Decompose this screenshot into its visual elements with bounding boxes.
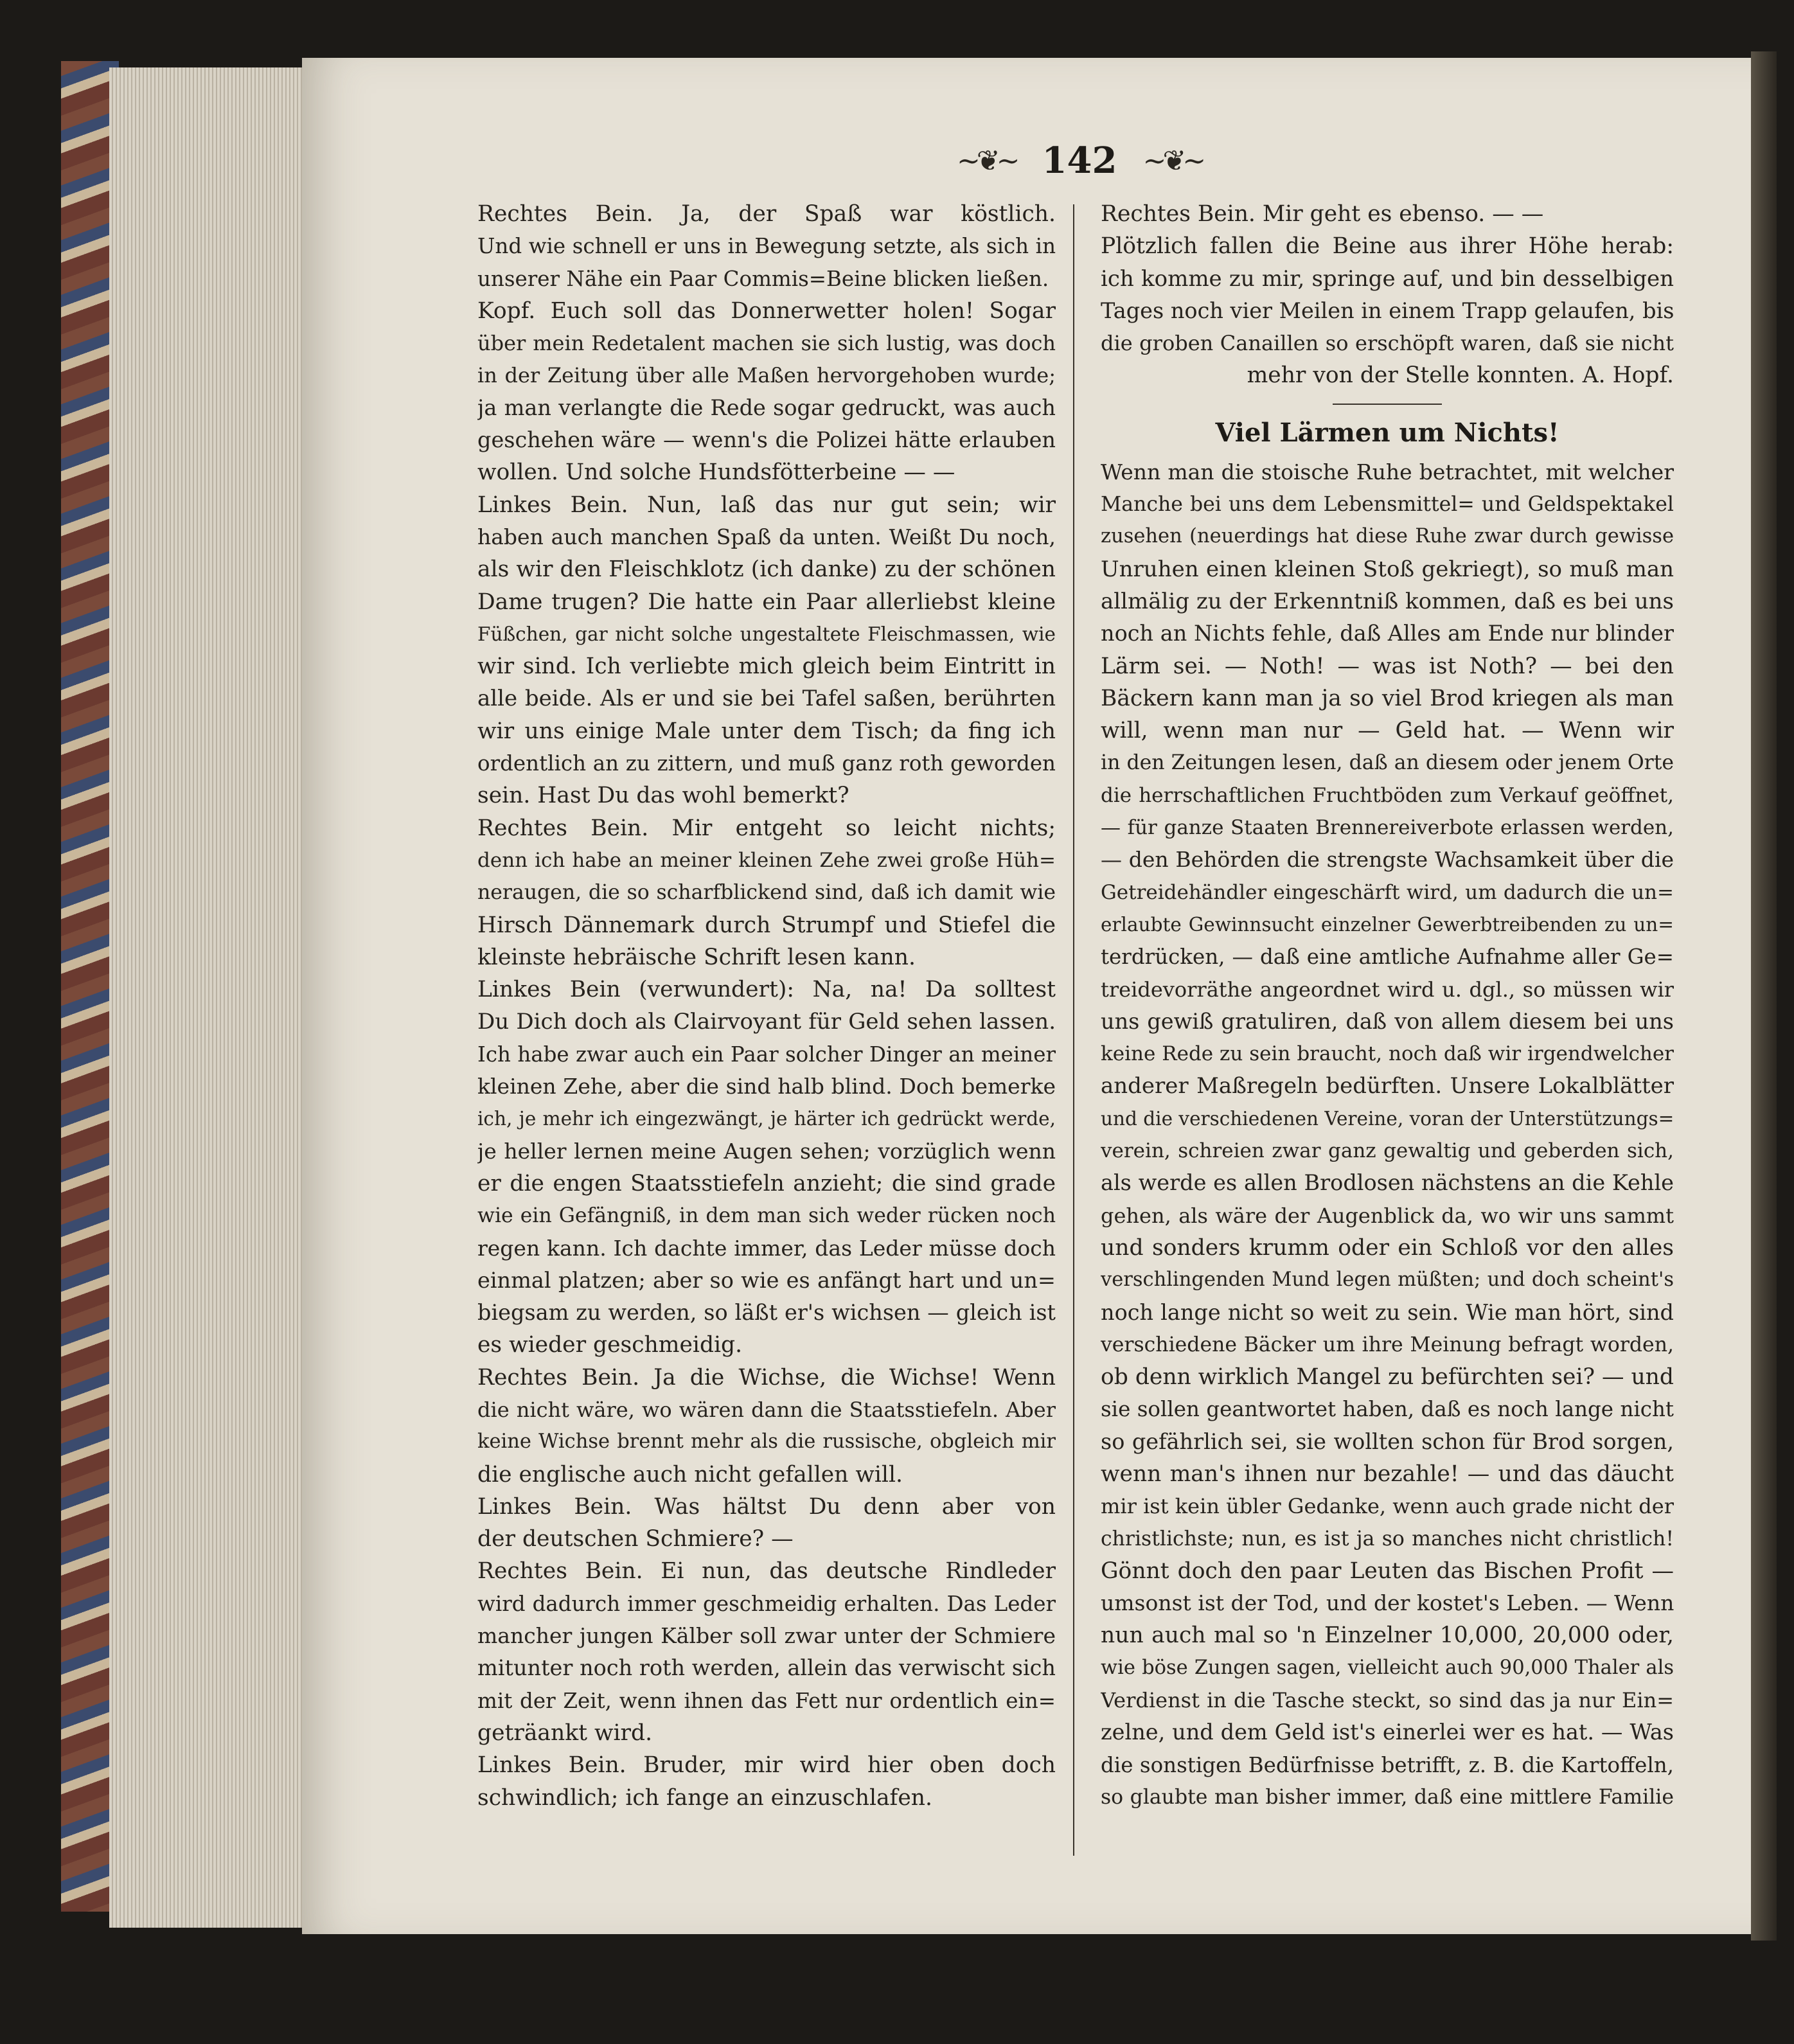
text-line: Lärm sei. — Noth! — was ist Noth? — bei den bbox=[1101, 653, 1674, 679]
text-line: nun auch mal so 'n Einzelner 10,000, 20,000 oder, bbox=[1101, 1622, 1674, 1649]
text-line: die groben Canaillen so erschöpft waren, daß sie nicht bbox=[1101, 331, 1674, 356]
text-line: christlichste; nun, es ist ja so manches nicht christlich! bbox=[1101, 1527, 1674, 1551]
text-line: kleinen Zehe, aber die sind halb blind. Doch bemerke bbox=[477, 1074, 1056, 1099]
text-line: je heller lernen meine Augen sehen; vorzüglich wenn bbox=[477, 1138, 1056, 1164]
text-line: Ich habe zwar auch ein Paar solcher Dinger an meiner bbox=[477, 1042, 1056, 1067]
text-line: Kopf. Euch soll das Donnerwetter holen! Sogar bbox=[477, 298, 1056, 324]
text-line: ob denn wirklich Mangel zu befürchten sei? — und bbox=[1101, 1364, 1674, 1391]
page-stack-edge bbox=[109, 67, 310, 1928]
text-line: Tages noch vier Meilen in einem Trapp gelaufen, bis bbox=[1101, 298, 1674, 323]
text-line: ordentlich an zu zittern, und muß ganz roth geworden bbox=[477, 751, 1056, 776]
text-line: Rechtes Bein. Mir geht es ebenso. — — bbox=[1101, 201, 1544, 227]
text-line: erlaubte Gewinnsucht einzelner Gewerbtreibenden zu un= bbox=[1101, 913, 1674, 936]
text-line: Bäckern kann man ja so viel Brod kriegen als man bbox=[1101, 685, 1674, 711]
text-line: mancher jungen Kälber soll zwar unter der Schmiere bbox=[477, 1623, 1056, 1649]
text-line: — den Behörden die strengste Wachsamkeit über die bbox=[1101, 847, 1674, 873]
ornament-left-icon: ~❦~ bbox=[956, 144, 1017, 177]
text-line: kleinste hebräische Schrift lesen kann. bbox=[477, 944, 916, 970]
text-line: er die engen Staatsstiefeln anzieht; die sind grade bbox=[477, 1170, 1056, 1196]
text-line: alle beide. Als er und sie bei Tafel saßen, berührten bbox=[477, 686, 1056, 712]
text-line: geträankt wird. bbox=[477, 1720, 653, 1746]
text-line: Hirsch Dännemark durch Strumpf und Stiefel die bbox=[477, 912, 1056, 938]
text-line: keine Rede zu sein braucht, noch daß wir irgendwelcher bbox=[1101, 1042, 1674, 1066]
text-line: schwindlich; ich fange an einzuschlafen. bbox=[477, 1784, 932, 1811]
text-line: es wieder geschmeidig. bbox=[477, 1332, 743, 1358]
text-line: sie sollen geantwortet haben, daß es noch lange nicht bbox=[1101, 1397, 1674, 1422]
text-line: Linkes Bein (verwundert): Na, na! Da solltest bbox=[477, 977, 1056, 1003]
text-line: haben auch manchen Spaß da unten. Weißt Du noch, bbox=[477, 524, 1056, 549]
text-line: Rechtes Bein. Ja die Wichse, die Wichse! Wenn bbox=[477, 1364, 1056, 1391]
text-line: gehen, als wäre der Augenblick da, wo wir uns sammt bbox=[1101, 1203, 1674, 1228]
page-header bbox=[925, 138, 1234, 183]
text-line: noch an Nichts fehle, daß Alles am Ende nur blinder bbox=[1101, 621, 1674, 646]
text-line: sein. Hast Du das wohl bemerkt? bbox=[477, 783, 849, 809]
text-line: mehr von der Stelle konnten. A. Hopf. bbox=[1247, 362, 1674, 389]
text-line: Getreidehändler eingeschärft wird, um dadurch die un= bbox=[1101, 880, 1674, 904]
text-line: wird dadurch immer geschmeidig erhalten. Das Leder bbox=[477, 1591, 1056, 1616]
text-line: Rechtes Bein. Ei nun, das deutsche Rindleder bbox=[477, 1558, 1056, 1585]
text-line: Rechtes Bein. Ja, der Spaß war köstlich. bbox=[477, 201, 1056, 227]
text-line: Verdienst in die Tasche steckt, so sind das ja nur Ein= bbox=[1101, 1688, 1674, 1713]
text-line: neraugen, die so scharfblickend sind, daß ich damit wie bbox=[477, 881, 1056, 905]
text-line: terdrücken, — daß eine amtliche Aufnahme aller Ge= bbox=[1101, 945, 1674, 970]
text-line: einmal platzen; aber so wie es anfängt hart und un= bbox=[477, 1267, 1056, 1293]
text-line: — für ganze Staaten Brennereiverbote erlassen werden, bbox=[1101, 816, 1674, 840]
text-line: wie böse Zungen sagen, vielleicht auch 90,000 Thaler als bbox=[1101, 1656, 1674, 1679]
right-text-column bbox=[1101, 198, 1674, 1813]
text-line: Du Dich doch als Clairvoyant für Geld sehen lassen. bbox=[477, 1009, 1056, 1035]
text-line: über mein Redetalent machen sie sich lustig, was doch bbox=[477, 331, 1056, 356]
text-line: anderer Maßregeln bedürften. Unsere Lokalblätter bbox=[1101, 1073, 1674, 1099]
ornament-right-icon: ~❦~ bbox=[1142, 144, 1203, 177]
text-line: der deutschen Schmiere? — bbox=[477, 1526, 794, 1552]
text-line: wie ein Gefängniß, in dem man sich weder rücken noch bbox=[477, 1204, 1056, 1228]
text-line: treidevorräthe angeordnet wird u. dgl., so müssen wir bbox=[1101, 977, 1674, 1002]
text-line: in den Zeitungen lesen, daß an diesem oder jenem Orte bbox=[1101, 751, 1674, 775]
page-number: 142 bbox=[1042, 139, 1117, 182]
text-line: keine Wichse brennt mehr als die russische, obgleich mir bbox=[477, 1430, 1056, 1453]
text-line: wir sind. Ich verliebte mich gleich beim Eintritt in bbox=[477, 653, 1056, 680]
text-line: unserer Nähe ein Paar Commis=Beine blicken ließen. bbox=[477, 266, 1049, 291]
text-line: mir ist kein übler Gedanke, wenn auch grade nicht der bbox=[1101, 1494, 1674, 1519]
text-line: Und wie schnell er uns in Bewegung setzte, als sich in bbox=[477, 234, 1056, 259]
column-divider bbox=[1073, 204, 1074, 1856]
text-line: denn ich habe an meiner kleinen Zehe zwei große Hüh= bbox=[477, 848, 1056, 872]
text-line: die sonstigen Bedürfnisse betrifft, z. B. die Kartoffeln, bbox=[1101, 1752, 1674, 1777]
text-line: regen kann. Ich dachte immer, das Leder müsse doch bbox=[477, 1235, 1056, 1261]
text-line: Gönnt doch den paar Leuten das Bischen Profit — bbox=[1101, 1558, 1674, 1584]
text-line: Plötzlich fallen die Beine aus ihrer Höhe herab: bbox=[1101, 233, 1674, 260]
section-title: Viel Lärmen um Nichts! bbox=[1215, 417, 1559, 448]
text-line: will, wenn man nur — Geld hat. — Wenn wir bbox=[1101, 718, 1674, 744]
text-line: in der Zeitung über alle Maßen hervorgehoben wurde; bbox=[477, 363, 1056, 388]
text-line: uns gewiß gratuliren, daß von allem diesem bei uns bbox=[1101, 1008, 1674, 1034]
text-line: Füßchen, gar nicht solche ungestaltete Fleischmassen, wie bbox=[477, 623, 1056, 645]
text-line: so gefährlich sei, sie wollten schon für Brod sorgen, bbox=[1101, 1428, 1674, 1454]
text-line: verschiedene Bäcker um ihre Meinung befragt worden, bbox=[1101, 1333, 1674, 1356]
text-line: geschehen wäre — wenn's die Polizei hätte erlauben bbox=[477, 427, 1056, 453]
text-line: biegsam zu werden, so läßt er's wichsen — gleich ist bbox=[477, 1300, 1056, 1326]
text-line: Linkes Bein. Nun, laß das nur gut sein; wir bbox=[477, 492, 1056, 518]
text-line: umsonst ist der Tod, und der kostet's Leben. — Wenn bbox=[1101, 1590, 1674, 1616]
text-line: verein, schreien zwar ganz gewaltig und geberden sich, bbox=[1101, 1139, 1674, 1163]
text-line: so glaubte man bisher immer, daß eine mittlere Familie bbox=[1101, 1785, 1674, 1809]
text-line: ja man verlangte die Rede sogar gedruckt, was auch bbox=[477, 395, 1056, 420]
text-line: noch lange nicht so weit zu sein. Wie man hört, sind bbox=[1101, 1299, 1674, 1325]
text-line: und sonders krumm oder ein Schloß vor den alles bbox=[1101, 1234, 1674, 1261]
text-line: Rechtes Bein. Mir entgeht so leicht nichts; bbox=[477, 815, 1056, 841]
text-line: verschlingenden Mund legen müßten; und doch scheint's bbox=[1101, 1268, 1674, 1292]
text-line: Wenn man die stoische Ruhe betrachtet, mit welcher bbox=[1101, 459, 1674, 484]
text-line: Linkes Bein. Bruder, mir wird hier oben doch bbox=[477, 1752, 1056, 1779]
text-line: Manche bei uns dem Lebensmittel= und Geldspektakel bbox=[1101, 493, 1674, 517]
text-line: Unruhen einen kleinen Stoß gekriegt), so muß man bbox=[1101, 556, 1674, 582]
book-right-edge bbox=[1751, 51, 1777, 1941]
article-body bbox=[1101, 456, 1674, 1813]
dialogue-ending bbox=[1101, 198, 1674, 392]
text-line: Dame trugen? Die hatte ein Paar allerliebst kleine bbox=[477, 589, 1056, 615]
text-line: ich komme zu mir, springe auf, und bin desselbigen bbox=[1101, 265, 1674, 292]
text-line: allmälig zu der Erkenntniß kommen, daß es bei uns bbox=[1101, 588, 1674, 614]
section-divider bbox=[1333, 404, 1442, 405]
text-line: als werde es allen Brodlosen nächstens an die Kehle bbox=[1101, 1170, 1674, 1196]
left-text-column bbox=[477, 198, 1056, 1856]
text-line: die englische auch nicht gefallen will. bbox=[477, 1461, 903, 1488]
text-line: zelne, und dem Geld ist's einerlei wer es hat. — Was bbox=[1101, 1720, 1674, 1745]
text-line: mit der Zeit, wenn ihnen das Fett nur ordentlich ein= bbox=[477, 1688, 1056, 1713]
text-line: die herrschaftlichen Fruchtböden zum Verkauf geöffnet, bbox=[1101, 783, 1674, 807]
text-line: mitunter noch roth werden, allein das verwischt sich bbox=[477, 1655, 1056, 1681]
text-line: als wir den Fleischklotz (ich danke) zu der schönen bbox=[477, 556, 1056, 583]
text-line: zusehen (neuerdings hat diese Ruhe zwar durch gewisse bbox=[1101, 525, 1674, 548]
text-line: wenn man's ihnen nur bezahle! — und das däucht bbox=[1101, 1461, 1674, 1487]
text-line: wir uns einige Male unter dem Tisch; da fing ich bbox=[477, 718, 1056, 744]
text-line: die nicht wäre, wo wären dann die Staatsstiefeln. Aber bbox=[477, 1397, 1056, 1422]
text-line: Linkes Bein. Was hältst Du denn aber von bbox=[477, 1493, 1056, 1520]
text-line: und die verschiedenen Vereine, voran der Unterstützungs= bbox=[1101, 1107, 1674, 1130]
text-line: wollen. Und solche Hundsfötterbeine — — bbox=[477, 459, 955, 486]
text-line: ich, je mehr ich eingezwängt, je härter ich gedrückt werde, bbox=[477, 1108, 1056, 1130]
